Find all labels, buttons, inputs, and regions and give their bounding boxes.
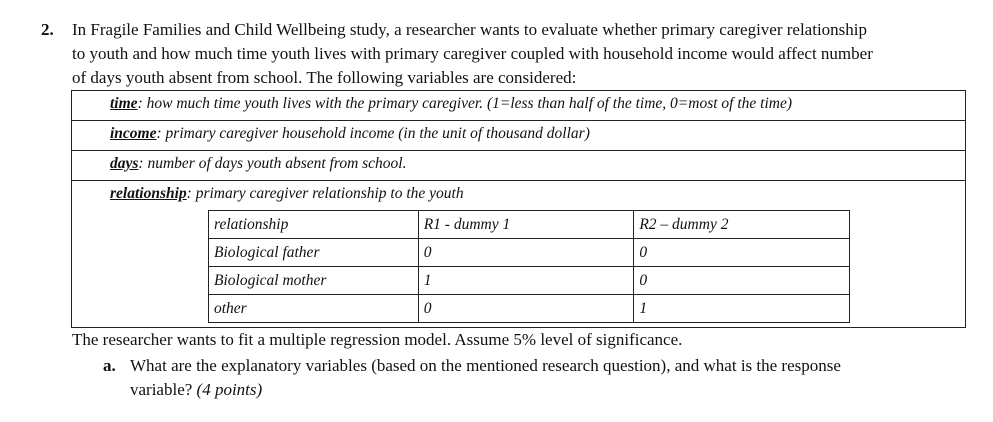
- table-row: [209, 295, 850, 323]
- variable-row-income: [72, 121, 965, 151]
- variable-description: : number of days youth absent from school.: [138, 155, 407, 172]
- table-cell: 0: [634, 239, 850, 267]
- table-cell: 0: [418, 239, 634, 267]
- variable-row-days: [72, 151, 965, 181]
- variable-row-relationship: [72, 181, 965, 211]
- variable-row-time: [72, 91, 965, 121]
- dummy-coding-table: [208, 210, 850, 323]
- variables-table: [71, 90, 966, 328]
- variable-name: income: [110, 125, 157, 142]
- question-text-line-1: In Fragile Families and Child Wellbeing study, a researcher wants to evaluate whether primary caregiver relationship: [72, 20, 868, 39]
- table-row: [209, 267, 850, 295]
- question-number: 2.: [41, 20, 54, 39]
- question-text-line-3: of days youth absent from school. The following variables are considered:: [72, 68, 577, 87]
- variable-description: : primary caregiver household income (in the unit of thousand dollar): [156, 125, 590, 142]
- variable-text: [110, 185, 464, 203]
- table-row: [209, 239, 850, 267]
- points-label: (4 points): [196, 380, 263, 399]
- table-cell: Biological mother: [209, 267, 419, 295]
- variable-description: : primary caregiver relationship to the youth: [186, 185, 464, 202]
- table-header-row: [209, 211, 850, 239]
- variable-name: relationship: [110, 185, 187, 202]
- variable-text: [110, 155, 407, 173]
- table-cell: Biological father: [209, 239, 419, 267]
- question-text-line-2: to youth and how much time youth lives with primary caregiver coupled with household income would affect number: [72, 44, 873, 63]
- variable-text: [110, 95, 792, 113]
- table-cell: 1: [418, 267, 634, 295]
- variable-text: [110, 125, 590, 143]
- table-cell: 0: [418, 295, 634, 323]
- variable-name: time: [110, 95, 138, 112]
- sub-question-text: variable?: [130, 380, 193, 399]
- table-cell: 0: [634, 267, 850, 295]
- model-instruction-text: The researcher wants to fit a multiple regression model. Assume 5% level of significance.: [72, 330, 683, 349]
- sub-question-label: a.: [103, 356, 116, 375]
- sub-question-line-1: What are the explanatory variables (based on the mentioned research question), and what is the response: [130, 356, 841, 375]
- table-cell: 1: [634, 295, 850, 323]
- header-cell: R1 - dummy 1: [418, 211, 634, 239]
- sub-question-line-2: [130, 380, 262, 400]
- header-cell: relationship: [209, 211, 419, 239]
- variable-name: days: [110, 155, 139, 172]
- variable-description: : how much time youth lives with the primary caregiver. (1=less than half of the time, 0=most of the time): [137, 95, 793, 112]
- header-cell: R2 – dummy 2: [634, 211, 850, 239]
- table-cell: other: [209, 295, 419, 323]
